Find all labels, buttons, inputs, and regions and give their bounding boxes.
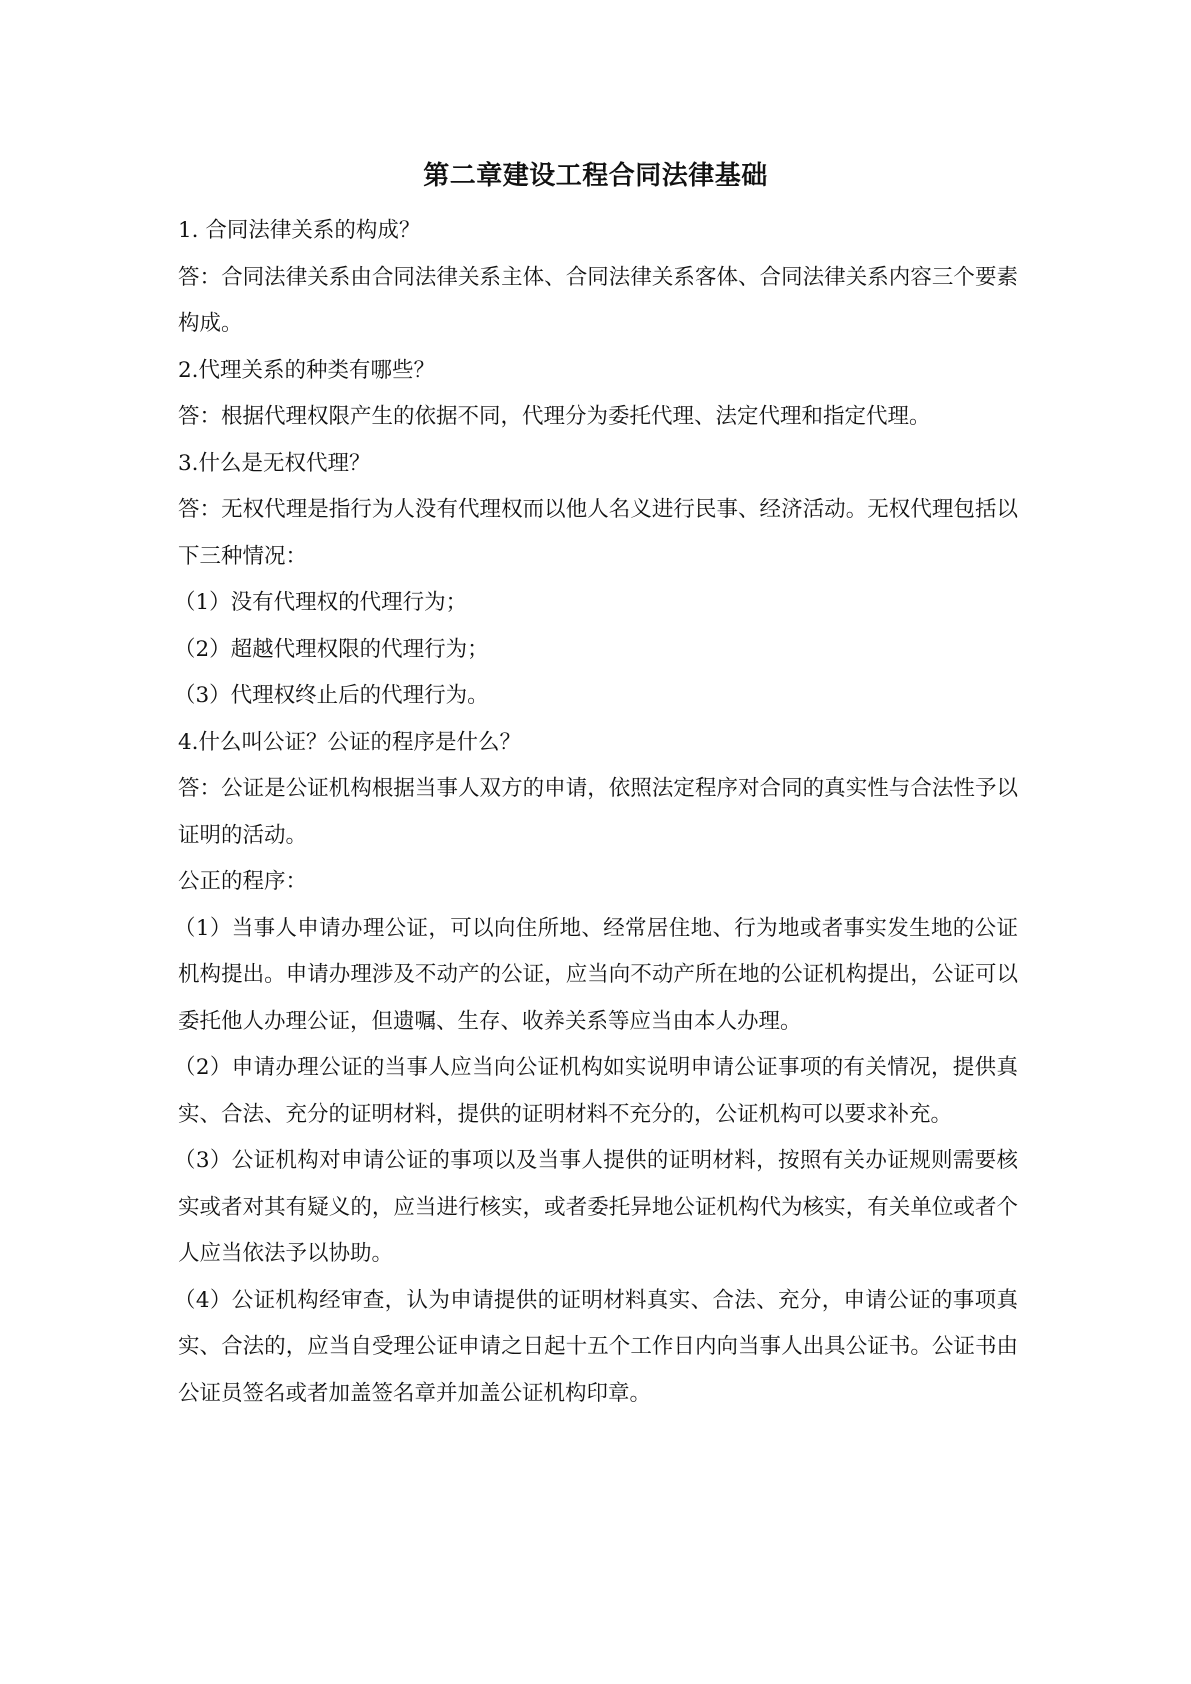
procedure-step-4: （4）公证机构经审查，认为申请提供的证明材料真实、合法、充分，申请公证的事项真实、合法的，应当自受理公证申请之日起十五个工作日内向当事人出具公证书。公证书由公证员签名或者加盖签名章并加盖公证机构印章。 (174, 1287, 1018, 1406)
answer-1: 答：合同法律关系由合同法律关系主体、合同法律关系客体、合同法律关系内容三个要素构成。 (178, 264, 1018, 336)
answer-3-item-2: （2）超越代理权限的代理行为； (174, 636, 489, 662)
procedure-step-1: （1）当事人申请办理公证，可以向住所地、经常居住地、行为地或者事实发生地的公证机构提出。申请办理涉及不动产的公证，应当向不动产所在地的公证机构提出，公证可以委托他人办理公证，但遗嘱、生存、收养关系等应当由本人办理。 (174, 915, 1018, 1034)
question-3: 3.什么是无权代理？ (178, 450, 371, 476)
question-2: 2.代理关系的种类有哪些？ (178, 357, 436, 383)
procedure-step-2: （2）申请办理公证的当事人应当向公证机构如实说明申请公证事项的有关情况，提供真实、合法、充分的证明材料，提供的证明材料不充分的，公证机构可以要求补充。 (174, 1055, 1018, 1127)
answer-3-item-1: （1）没有代理权的代理行为； (174, 590, 468, 615)
document-title: 第二章建设工程合同法律基础 (423, 161, 768, 191)
document-body (174, 208, 1018, 1417)
answer-2: 答：根据代理权限产生的依据不同，代理分为委托代理、法定代理和指定代理。 (178, 404, 931, 429)
procedure-heading: 公正的程序： (178, 869, 308, 894)
procedure-step-3: （3）公证机构对申请公证的事项以及当事人提供的证明材料，按照有关办证规则需要核实或者对其有疑义的，应当进行核实，或者委托异地公证机构代为核实，有关单位或者个人应当依法予以协助。 (174, 1148, 1018, 1266)
question-1: 1. 合同法律关系的构成？ (178, 218, 421, 243)
question-4: 4.什么叫公证？公证的程序是什么？ (178, 729, 522, 755)
answer-4: 答：公证是公证机构根据当事人双方的申请，依照法定程序对合同的真实性与合法性予以证明的活动。 (178, 776, 1018, 848)
answer-3-item-3: （3）代理权终止后的代理行为。 (174, 683, 489, 708)
answer-3: 答：无权代理是指行为人没有代理权而以他人名义进行民事、经济活动。无权代理包括以下三种情况： (178, 497, 1018, 569)
